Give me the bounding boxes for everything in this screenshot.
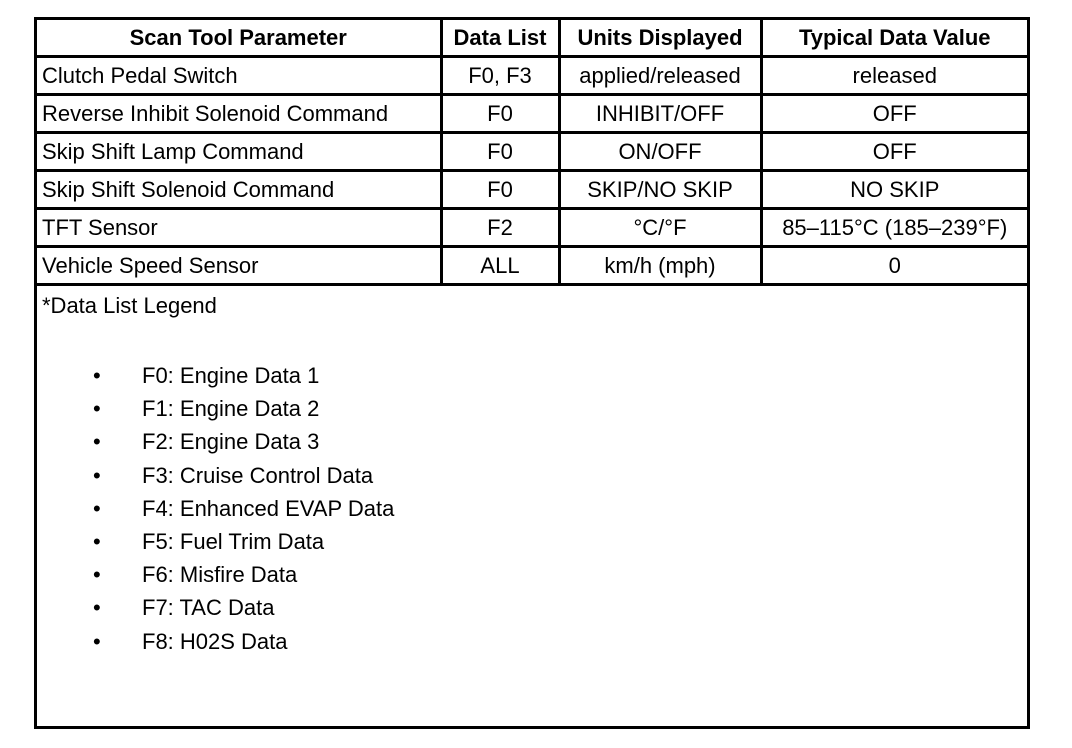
- table-row: [37, 133, 1027, 171]
- legend-item-label: F6: Misfire Data: [142, 562, 298, 588]
- list-item: [42, 492, 1022, 525]
- data-list-cell: F0: [441, 171, 559, 209]
- legend-list: [42, 359, 1022, 658]
- units-cell: SKIP/NO SKIP: [559, 171, 761, 209]
- bullet-icon: •: [93, 462, 101, 488]
- table-row: [37, 95, 1027, 133]
- list-item: [42, 425, 1022, 458]
- legend-item-label: F8: H02S Data: [142, 628, 288, 654]
- table-row: [37, 57, 1027, 95]
- parameter-cell: Vehicle Speed Sensor: [37, 247, 441, 285]
- bullet-icon: •: [93, 495, 101, 521]
- typical-value-cell: 0: [761, 247, 1027, 285]
- data-list-cell: F2: [441, 209, 559, 247]
- legend-item-label: F4: Enhanced EVAP Data: [142, 495, 395, 521]
- parameter-cell: Skip Shift Lamp Command: [37, 133, 441, 171]
- legend-item-label: F1: Engine Data 2: [142, 396, 320, 422]
- bullet-icon: •: [93, 363, 101, 388]
- bullet-icon: •: [93, 628, 101, 654]
- legend-item-label: F7: TAC Data: [142, 595, 275, 621]
- bullet-icon: •: [93, 595, 101, 621]
- data-list-cell: ALL: [441, 247, 559, 285]
- bullet-icon: •: [93, 396, 101, 422]
- scan-tool-data-document: [34, 17, 1030, 729]
- units-cell: ON/OFF: [559, 133, 761, 171]
- header-scan-tool-parameter: Scan Tool Parameter: [37, 20, 441, 57]
- units-cell: applied/released: [559, 57, 761, 95]
- list-item: [42, 359, 1022, 392]
- list-item: [42, 558, 1022, 591]
- bullet-icon: •: [93, 429, 101, 455]
- parameter-cell: Skip Shift Solenoid Command: [37, 171, 441, 209]
- parameter-cell: Reverse Inhibit Solenoid Command: [37, 95, 441, 133]
- typical-value-cell: OFF: [761, 133, 1027, 171]
- typical-value-cell: released: [761, 57, 1027, 95]
- table-row: [37, 247, 1027, 285]
- table-header-row: [37, 20, 1027, 57]
- header-typical-data-value: Typical Data Value: [761, 20, 1027, 57]
- list-item: [42, 392, 1022, 425]
- header-data-list: Data List: [441, 20, 559, 57]
- units-cell: °C/°F: [559, 209, 761, 247]
- typical-value-cell: OFF: [761, 95, 1027, 133]
- legend-item-label: F5: Fuel Trim Data: [142, 528, 325, 554]
- legend-title: *Data List Legend: [42, 293, 217, 318]
- list-item: [42, 525, 1022, 558]
- legend-item-label: F2: Engine Data 3: [142, 429, 320, 455]
- typical-value-cell: 85–115°C (185–239°F): [761, 209, 1027, 247]
- data-list-cell: F0, F3: [441, 57, 559, 95]
- bullet-icon: •: [93, 528, 101, 554]
- units-cell: INHIBIT/OFF: [559, 95, 761, 133]
- data-list-cell: F0: [441, 95, 559, 133]
- data-list-cell: F0: [441, 133, 559, 171]
- list-item: [42, 459, 1022, 492]
- typical-value-cell: NO SKIP: [761, 171, 1027, 209]
- legend-item-label: F3: Cruise Control Data: [142, 462, 374, 488]
- data-list-legend: [37, 286, 1027, 658]
- parameter-cell: TFT Sensor: [37, 209, 441, 247]
- header-units-displayed: Units Displayed: [559, 20, 761, 57]
- list-item: [42, 591, 1022, 624]
- table-row: [37, 209, 1027, 247]
- list-item: [42, 625, 1022, 658]
- legend-item-label: F0: Engine Data 1: [142, 363, 320, 388]
- table-row: [37, 171, 1027, 209]
- units-cell: km/h (mph): [559, 247, 761, 285]
- parameter-cell: Clutch Pedal Switch: [37, 57, 441, 95]
- scan-tool-parameter-table: [37, 20, 1027, 286]
- bullet-icon: •: [93, 562, 101, 588]
